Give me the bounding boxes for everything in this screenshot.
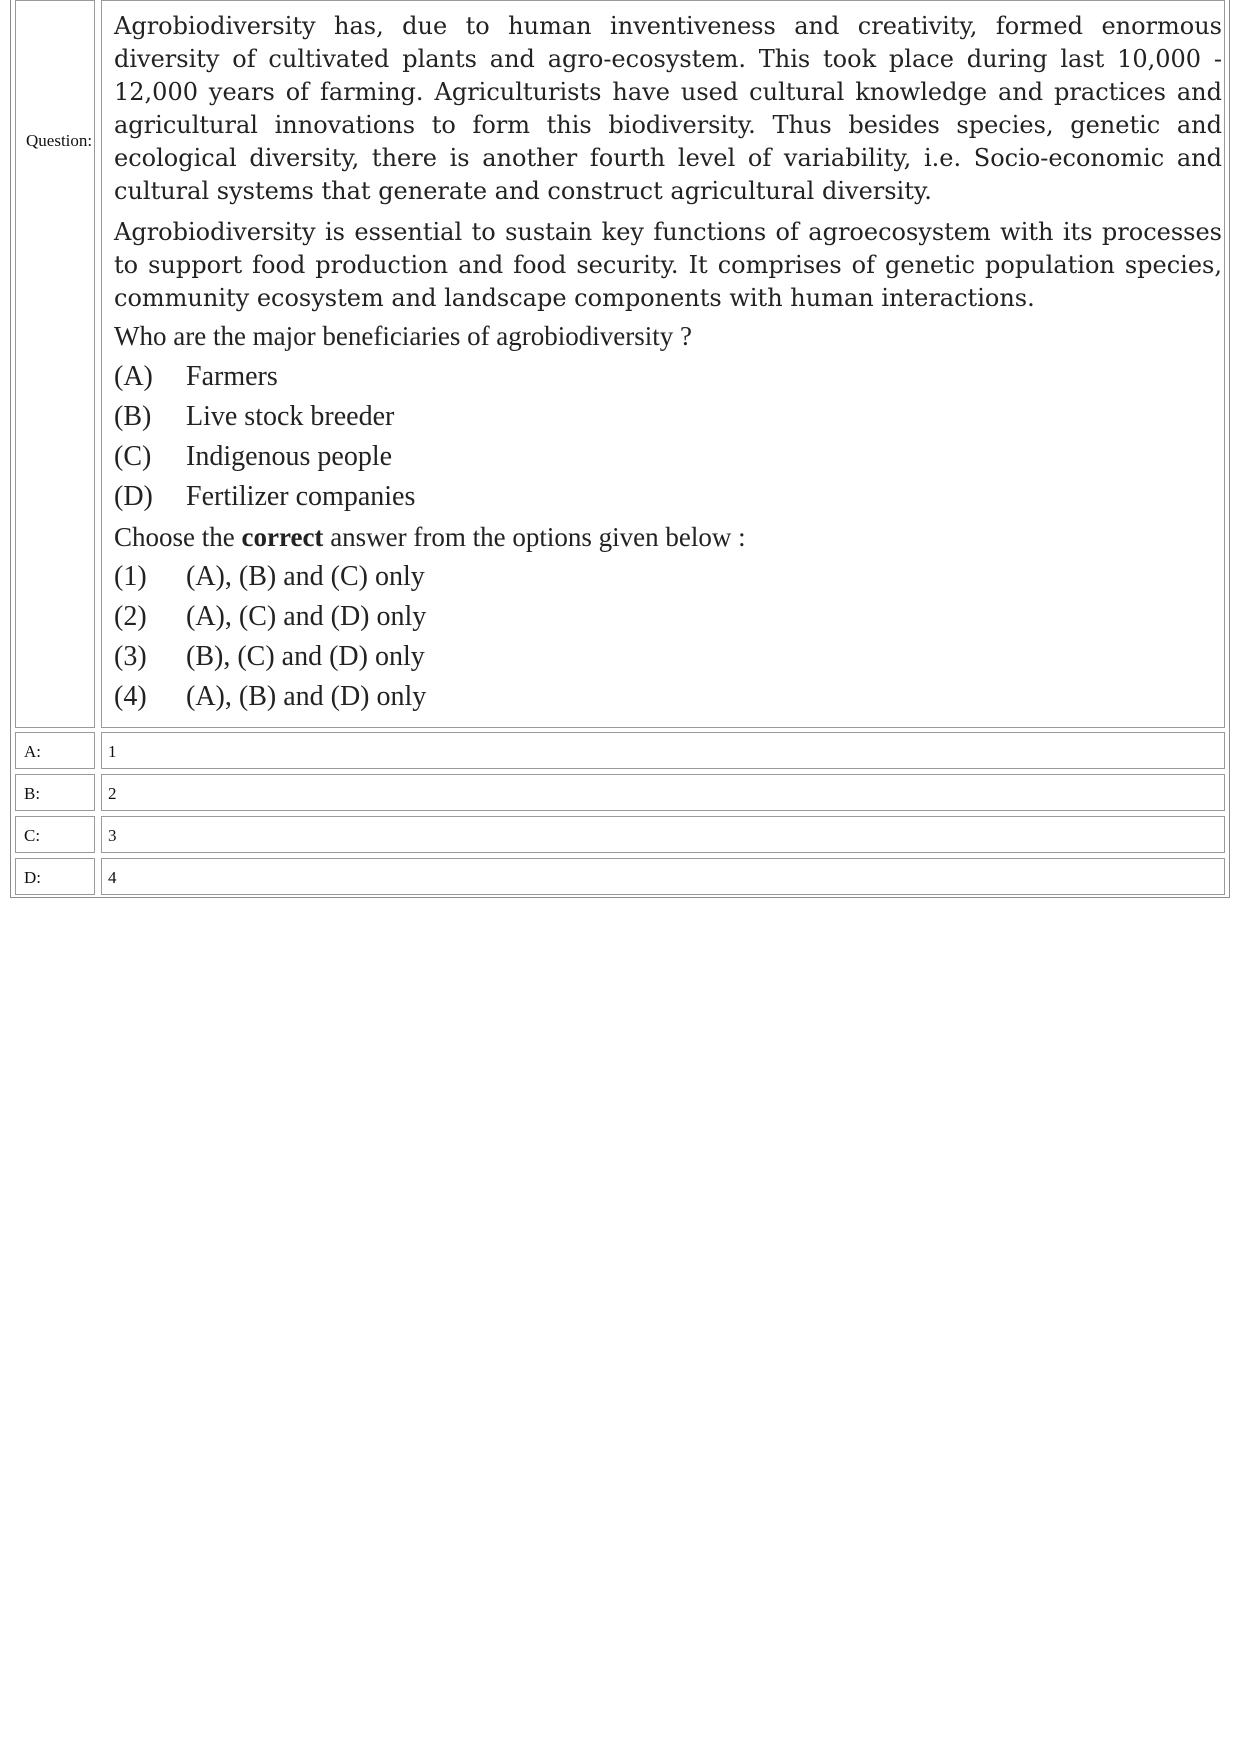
choice-item (114, 557, 1222, 597)
item-key: (D) (114, 481, 153, 512)
choice-key: (2) (114, 601, 147, 632)
answer-label: A: (24, 742, 41, 761)
answer-label: D: (24, 868, 41, 887)
answer-value-cell-b (101, 774, 1225, 811)
answer-value: 3 (108, 826, 117, 845)
item-text: Farmers (186, 361, 278, 392)
item-key: (A) (114, 361, 153, 392)
answer-label-cell-a (15, 732, 95, 769)
answer-value: 4 (108, 868, 117, 887)
choice-text: (A), (C) and (D) only (186, 601, 427, 632)
list-item (114, 397, 1222, 437)
choice-item (114, 637, 1222, 677)
question-label: Question: (26, 131, 93, 150)
choice-key: (1) (114, 561, 147, 592)
answer-value-cell-d (101, 858, 1225, 895)
choice-item (114, 677, 1222, 717)
item-text: Indigenous people (186, 441, 393, 472)
instruction-pre: Choose the (114, 522, 242, 552)
answer-label-cell-b (15, 774, 95, 811)
question-paragraph-2: Agrobiodiversity is essential to sustain key functions of agroecosystem with its processes to support food production and food security. It comprises of genetic population species, community ecosystem and landscape components with human interactions. (114, 218, 1222, 312)
question-paragraph-1: Agrobiodiversity has, due to human inventiveness and creativity, formed enormous diversity of cultivated plants and agro-ecosystem. This took place during last 10,000 - 12,000 years of farming. Agriculturists have used cultural knowledge and practices and agricultural innovations to form this biodiversity. Thus besides species, genetic and ecological diversity, there is another fourth level of variability, i.e. Socio-economic and cultural systems that generate and construct agricultural diversity. (114, 12, 1222, 205)
item-key: (B) (114, 401, 152, 432)
answer-value: 1 (108, 742, 117, 761)
choice-text: (A), (B) and (C) only (186, 561, 425, 592)
choice-text: (B), (C) and (D) only (186, 641, 425, 672)
instruction (114, 517, 1222, 557)
item-text: Live stock breeder (186, 401, 395, 432)
answer-label: B: (24, 784, 41, 803)
choice-key: (4) (114, 681, 147, 712)
choice-item (114, 597, 1222, 637)
answer-value: 2 (108, 784, 117, 803)
instruction-post: answer from the options given below : (323, 522, 746, 552)
choice-text: (A), (B) and (D) only (186, 681, 427, 712)
item-key: (C) (114, 441, 152, 472)
list-item (114, 477, 1222, 517)
answer-label-cell-c (15, 816, 95, 853)
list-item (114, 357, 1222, 397)
question-body (114, 10, 1222, 717)
item-text: Fertilizer companies (186, 481, 416, 512)
question-label-cell (15, 0, 95, 728)
answer-value-cell-a (101, 732, 1225, 769)
question-prompt: Who are the major beneficiaries of agrobiodiversity ? (114, 321, 693, 351)
choice-key: (3) (114, 641, 147, 672)
instruction-bold: correct (241, 522, 324, 552)
answer-label: C: (24, 826, 41, 845)
question-table (10, 0, 1230, 898)
answer-value-cell-c (101, 816, 1225, 853)
list-item (114, 437, 1222, 477)
answer-label-cell-d (15, 858, 95, 895)
